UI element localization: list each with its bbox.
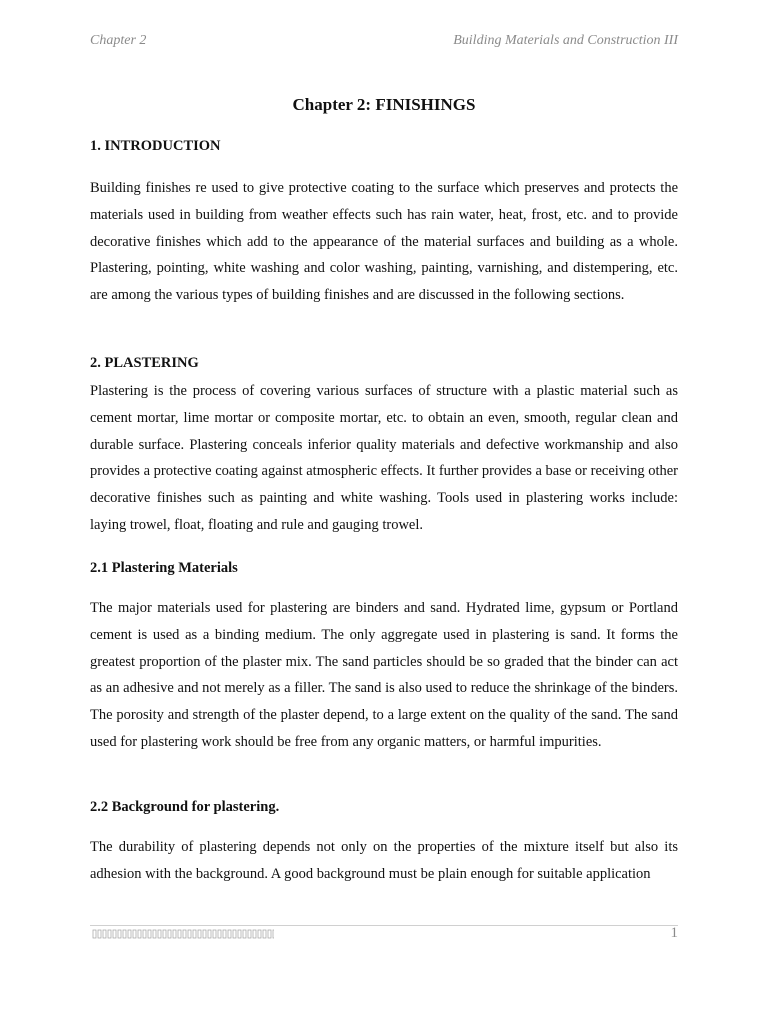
section-heading-introduction: 1. INTRODUCTION bbox=[90, 138, 221, 154]
paragraph-plastering: Plastering is the process of covering various surfaces of structure with a plastic material such as cement mortar, lime mortar or composite mortar, etc. to obtain an even, smooth, regular clean and durable surface. Plastering conceals inferior quality materials and defective workmanship and also provides a protective coating against atmospheric effects. It further provides a base or receiving other decorative finishes such as painting and white washing. Tools used in plastering works include: laying trowel, float, floating and rule and gauging trowel. bbox=[90, 383, 678, 533]
footer-pattern-icon bbox=[92, 928, 274, 940]
running-header-chapter: Chapter 2 bbox=[90, 33, 147, 48]
page-number: 1 bbox=[670, 925, 678, 941]
chapter-title: Chapter 2: FINISHINGS bbox=[292, 95, 476, 114]
footer-decoration bbox=[92, 928, 274, 940]
section-heading-background: 2.2 Background for plastering. bbox=[90, 799, 280, 815]
paragraph-introduction: Building finishes re used to give protective coating to the surface which preserves and protects the materials used in building from weather effects such has rain water, heat, frost, etc. and to provide decorative finishes which add to the appearance of the material surfaces and building as a whole. Plastering, pointing, white washing and color washing, painting, varnishing, and distempering, etc. are among the various types of building finishes and are discussed in the following sections. bbox=[90, 180, 678, 304]
footer-rule bbox=[90, 925, 678, 926]
running-header-book-title: Building Materials and Construction III bbox=[453, 33, 678, 48]
section-heading-plastering: 2. PLASTERING bbox=[90, 355, 199, 371]
section-heading-plastering-materials: 2.1 Plastering Materials bbox=[90, 560, 238, 576]
paragraph-plastering-materials: The major materials used for plastering are binders and sand. Hydrated lime, gypsum or Portland cement is used as a binding medium. The only aggregate used in plastering is sand. It forms the greatest proportion of the plaster mix. The sand particles should be so graded that the binder can act as an adhesive and not merely as a filler. The sand is also used to reduce the shrinkage of the binders. The porosity and strength of the plaster depend, to a large extent on the quality of the sand. The sand used for plastering work should be free from any organic matters, or harmful impurities. bbox=[90, 600, 678, 750]
paragraph-background: The durability of plastering depends not only on the properties of the mixture itself but also its adhesion with the background. A good background must be plain enough for suitable application bbox=[90, 839, 678, 882]
